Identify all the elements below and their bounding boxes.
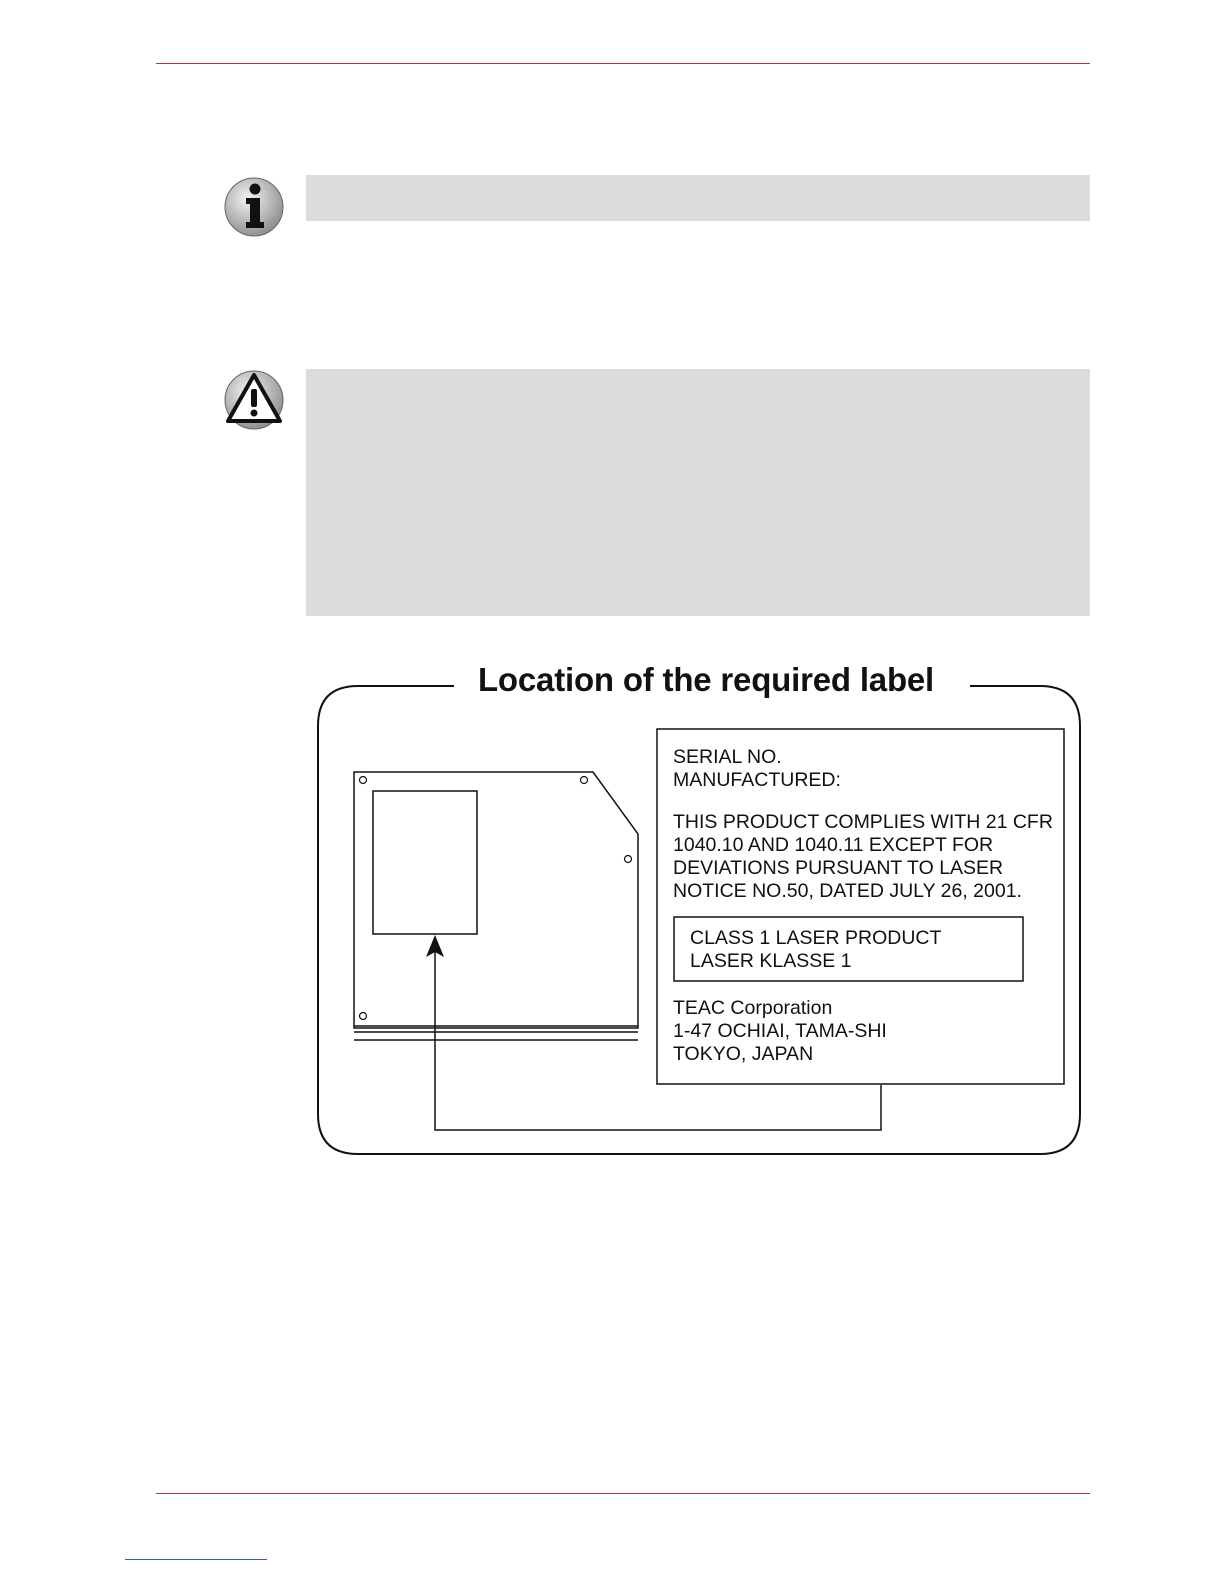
laser-class-line: CLASS 1 LASER PRODUCT (690, 927, 942, 949)
manufacturer-line: TEAC Corporation (673, 997, 833, 1019)
manufactured-text: MANUFACTURED: (673, 769, 841, 791)
compliance-line: THIS PRODUCT COMPLIES WITH 21 CFR (673, 811, 1053, 833)
footer-rule (156, 1493, 1090, 1494)
manufacturer-line: 1-47 OCHIAI, TAMA-SHI (673, 1020, 887, 1042)
compliance-line: 1040.10 AND 1040.11 EXCEPT FOR (673, 834, 994, 856)
note-box (306, 175, 1090, 221)
compliance-line: DEVIATIONS PURSUANT TO LASER (673, 857, 1004, 879)
serial-no-text: SERIAL NO. (673, 746, 782, 768)
caution-box (306, 369, 1090, 616)
info-icon (223, 176, 285, 238)
header-rule (156, 63, 1090, 64)
figure-drawing (316, 660, 1084, 1160)
figure-title: Location of the required label (477, 661, 935, 698)
label-location-figure (316, 660, 1084, 1160)
manufacturer-line: TOKYO, JAPAN (673, 1043, 814, 1065)
compliance-line: NOTICE NO.50, DATED JULY 26, 2001. (673, 880, 1022, 902)
footnote-divider (125, 1559, 267, 1560)
warning-icon (223, 369, 285, 431)
laser-class-line: LASER KLASSE 1 (690, 950, 852, 972)
